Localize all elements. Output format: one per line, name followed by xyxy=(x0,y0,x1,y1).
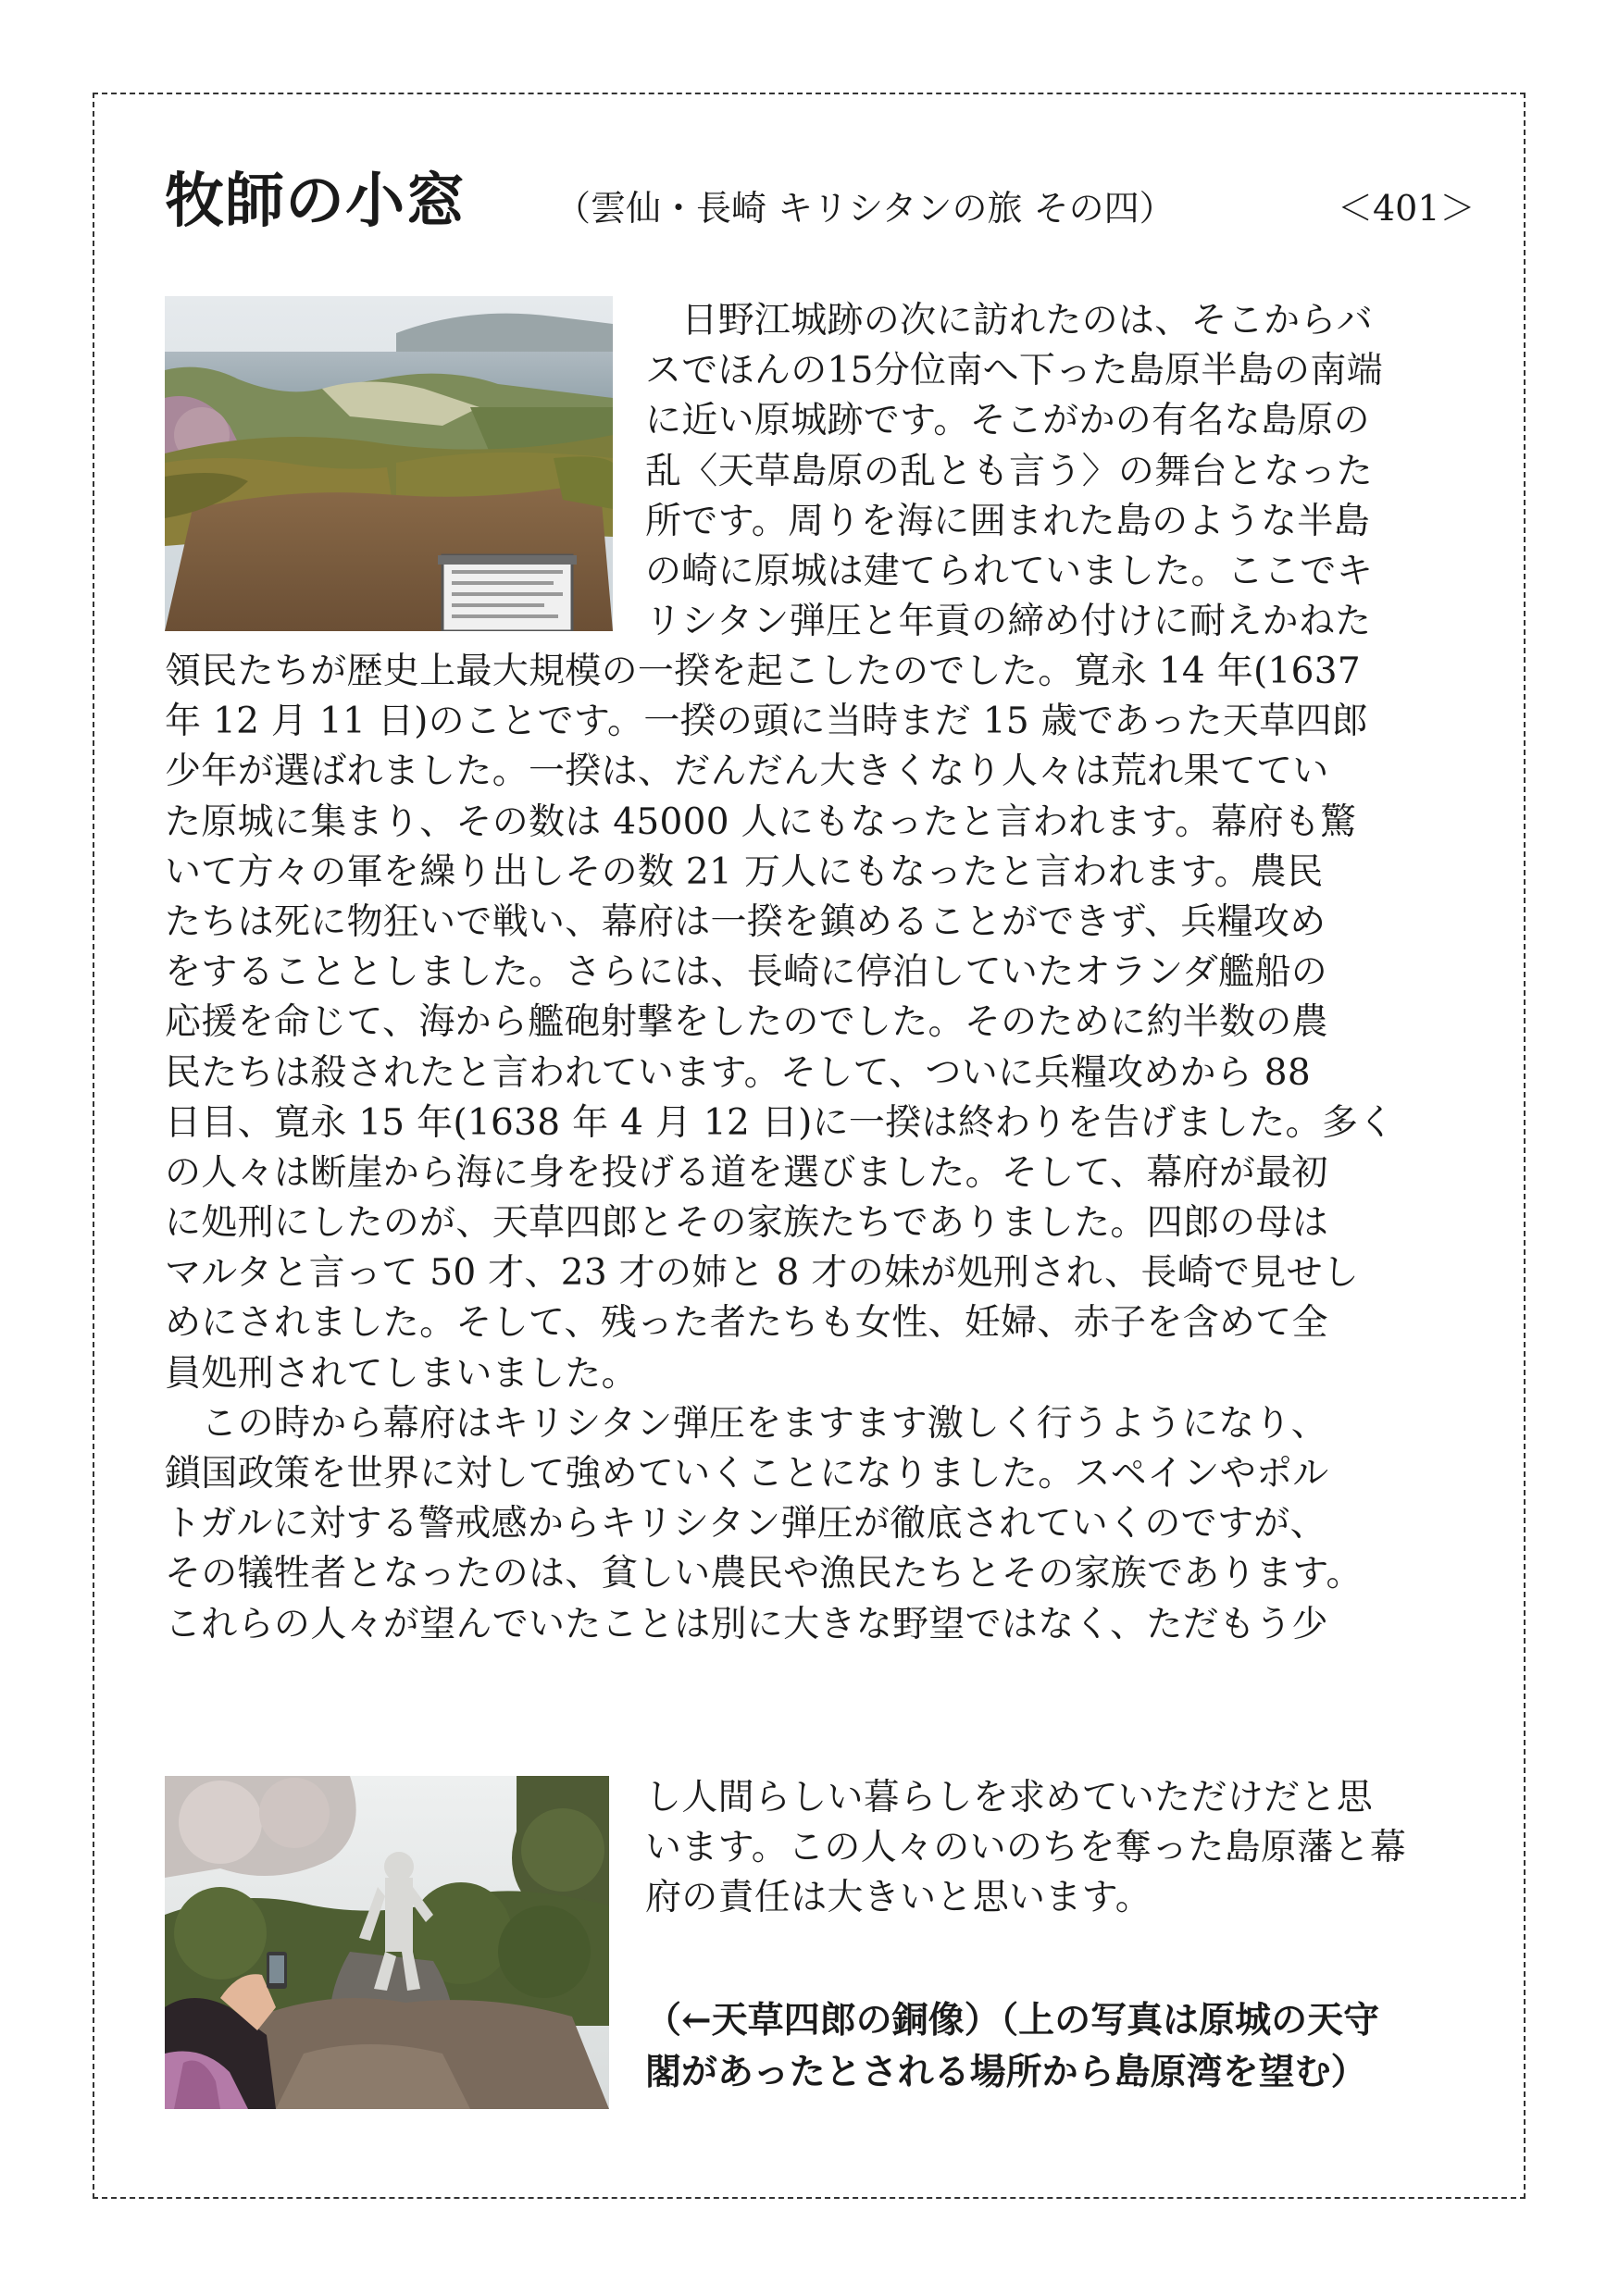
article-paragraph-2-beside-photo xyxy=(645,1773,1506,1924)
text-line: います。この人々のいのちを奪った島原藩と幕 xyxy=(645,1827,1407,1869)
text-line: をすることとしました。さらには、長崎に停泊していたオランダ艦船の xyxy=(165,951,1328,994)
text-line: スでほんの15分位南へ下った島原半島の南端 xyxy=(645,350,1383,392)
text-line: 乱〈天草島原の乱とも言う〉の舞台となった xyxy=(645,450,1374,492)
text-line: た原城に集まり、その数は 45000 人にもなったと言われます。幕府も驚 xyxy=(165,800,1357,843)
caption-line: 閣があったとされる場所から島原湾を望む） xyxy=(645,2051,1367,2093)
article-paragraph-1-beside-photo xyxy=(645,296,1506,647)
text-line: いて方々の軍を繰り出しその数 21 万人にもなったと言われます。農民 xyxy=(165,850,1324,893)
text-line: 所です。周りを海に囲まれた島のような半島 xyxy=(645,500,1370,542)
text-line: 鎖国政策を世界に対して強めていくことになりました。スペインやポル xyxy=(165,1453,1329,1495)
text-line: 少年が選ばれました。一揆は、だんだん大きくなり人々は荒れ果ててい xyxy=(165,751,1329,793)
text-line: トガルに対する警戒感からキリシタン弾圧が徹底されていくのですが、 xyxy=(165,1503,1326,1545)
text-line: その犠牲者となったのは、貧しい農民や漁民たちとその家族であります。 xyxy=(165,1553,1363,1595)
text-line: 応援を命じて、海から艦砲射撃をしたのでした。そのために約半数の農 xyxy=(165,1001,1328,1044)
text-line: 民たちは殺されたと言われています。そして、ついに兵糧攻めから 88 xyxy=(165,1051,1312,1094)
text-line: の崎に原城は建てられていました。ここでキ xyxy=(645,550,1374,592)
hara-castle-photo xyxy=(165,296,613,631)
text-line: この時から幕府はキリシタン弾圧をますます激しく行うようになり、 xyxy=(165,1402,1328,1445)
text-line: 年 12 月 11 日)のことです。一揆の頭に当時まだ 15 歳であった天草四郎 xyxy=(165,701,1368,743)
amakusa-shiro-statue-photo xyxy=(165,1776,609,2109)
article-body-full-width xyxy=(165,647,1512,1650)
text-line: リシタン弾圧と年貢の締め付けに耐えかねた xyxy=(645,601,1372,643)
caption-line: （←天草四郎の銅像）（上の写真は原城の天守 xyxy=(645,1999,1380,2042)
text-line: 員処刑されてしまいました。 xyxy=(165,1352,638,1395)
text-line: に近い原城跡です。そこがかの有名な島原の xyxy=(645,400,1370,442)
text-line: の人々は断崖から海に身を投げる道を選びました。そして、幕府が最初 xyxy=(165,1151,1328,1194)
issue-number: ＜401＞ xyxy=(1338,188,1476,229)
text-line: 府の責任は大きいと思います。 xyxy=(645,1877,1152,1919)
text-line: これらの人々が望んでいたことは別に大きな野望ではなく、ただもう少 xyxy=(165,1603,1328,1645)
text-line: に処刑にしたのが、天草四郎とその家族たちでありました。四郎の母は xyxy=(165,1202,1329,1245)
text-line: 日目、寛永 15 年(1638 年 4 月 12 日)に一揆は終わりを告げました。多く xyxy=(165,1101,1395,1144)
column-subtitle: （雲仙・長崎 キリシタンの旅 その四） xyxy=(555,188,1175,229)
text-line: めにされました。そして、残った者たちも女性、妊婦、赤子を含めて全 xyxy=(165,1302,1328,1345)
text-line: 領民たちが歴史上最大規模の一揆を起こしたのでした。寛永 14 年(1637 xyxy=(165,651,1361,692)
text-line: マルタと言って 50 才、23 才の姉と 8 才の妹が処刑され、長崎で見せし xyxy=(165,1252,1360,1295)
text-line: し人間らしい暮らしを求めていただけだと思 xyxy=(645,1777,1374,1818)
text-line: たちは死に物狂いで戦い、幕府は一揆を鎮めることができず、兵糧攻め xyxy=(165,900,1326,943)
column-title: 牧師の小窓 xyxy=(165,167,466,236)
text-line: 日野江城跡の次に訪れたのは、そこからバ xyxy=(645,300,1374,341)
photo-caption xyxy=(645,1994,1379,2098)
